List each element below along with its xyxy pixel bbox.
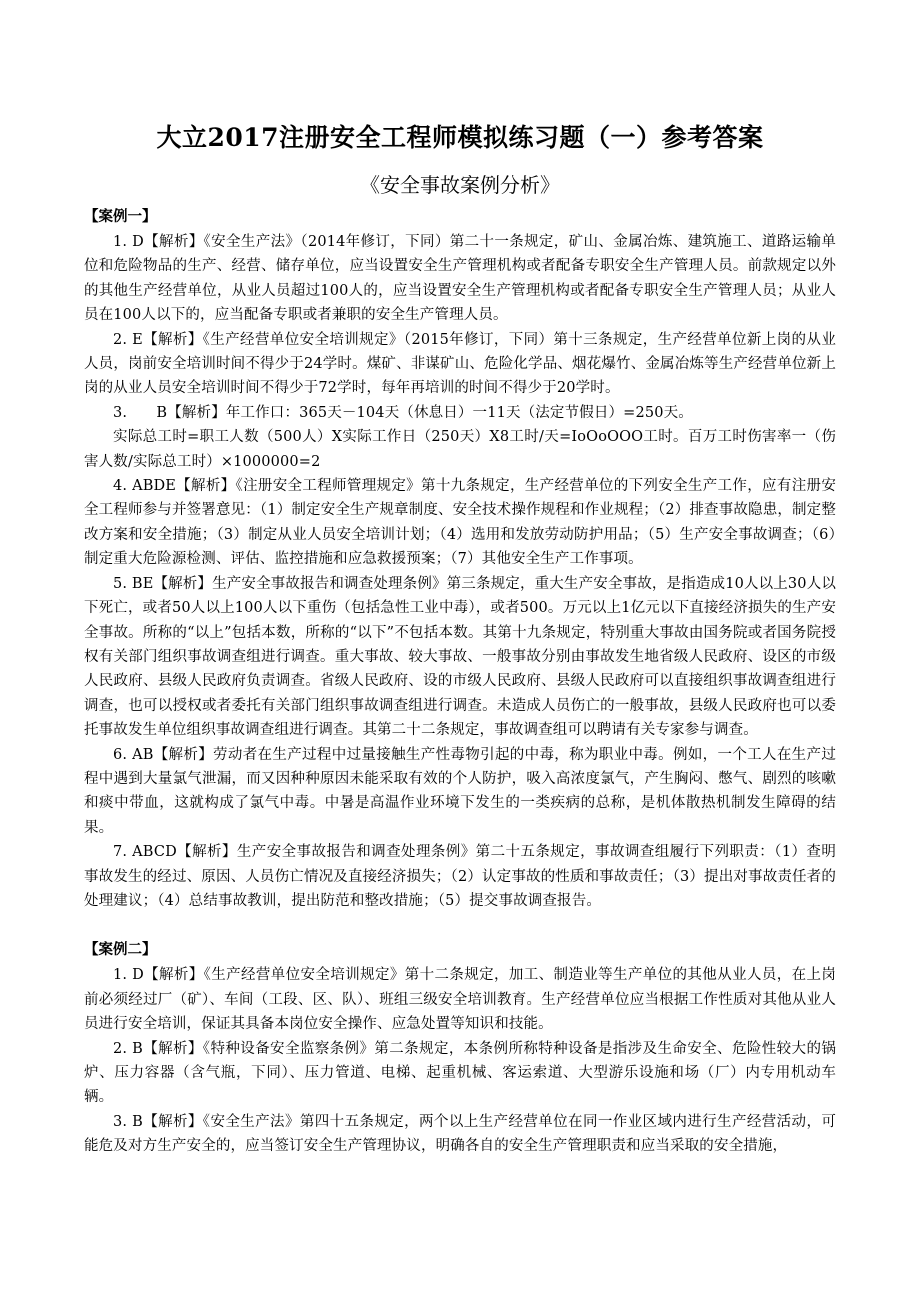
page-title: 大立2017注册安全工程师模拟练习题（一）参考答案 — [156, 123, 764, 152]
case-one-answer-4: 4. ABDE【解析】《注册安全工程师管理规定》第十九条规定，生产经营单位的下列安全生产工作，应有注册安全工程师参与并签署意见：（1）制定安全生产规章制度、安全技术操作规程和作业规程；（2）排查事故隐患，制定整改方案和安全措施；（3）制定从业人员安全培训计划；（4）选用和发放劳动防护用品；（5）生产安全事故调查；（6）制定重大危险源检测、评估、监控措施和应急救援预案；（7）其他安全生产工作事项。 — [84, 478, 836, 568]
case-one-section — [84, 206, 836, 913]
case-one-answer-3: 3. B【解析】年工作口：365天－104天（休息日）一11天（法定节假日）=250天。 — [113, 404, 693, 421]
case-two-answer-2: 2. B【解析】《特种设备安全监察条例》第二条规定，本条例所称特种设备是指涉及生命安全、危险性较大的锅炉、压力容器（含气瓶，下同）、压力管道、电梯、起重机械、客运索道、大型游乐设施和场（厂）内专用机动车辆。 — [84, 1040, 836, 1106]
case-two-heading: 【案例二】 — [84, 941, 157, 959]
case-two-answer-1: 1. D【解析】《生产经营单位安全培训规定》第十二条规定，加工、制造业等生产单位的其他从业人员，在上岗前必须经过厂（矿）、车间（工段、区、队）、班组三级安全培训教育。生产经营单位应当根据工作性质对其他从业人员进行安全培训，保证其具备本岗位安全操作、应急处置等知识和技能。 — [84, 967, 836, 1033]
page-subtitle: 《安全事故案例分析》 — [360, 173, 560, 197]
case-one-answer-5: 5. BE【解析】生产安全事故报告和调查处理条例》第三条规定，重大生产安全事故，是指造成10人以上30人以下死亡，或者50人以上100人以下重伤（包括急性工业中毒），或者500。万元以上1亿元以下直接经济损失的生产安全事故。所称的“以上”包括本数，所称的“以下”不包括本数。其第十九条规定，特别重大事故由国务院或者国务院授权有关部门组织事故调查组进行调查。重大事故、较大事故、一般事故分别由事故发生地省级人民政府、设区的市级人民政府、县级人民政府负责调查。省级人民政府、设的市级人民政府、县级人民政府可以直接组织事故调查组进行调查，也可以授权或者委托有关部门组织事故调查组进行调查。未造成人员伤亡的一般事故，县级人民政府也可以委托事故发生单位组织事故调查组进行调查。其第二十二条规定，事故调查组可以聘请有关专家参与调查。 — [84, 575, 836, 739]
case-one-answer-2: 2. E【解析】《生产经营单位安全培训规定》（2015年修订，下同）第十三条规定，生产经营单位新上岗的从业人员，岗前安全培训时间不得少于24学时。煤矿、非谋矿山、危险化学品、烟花爆竹、金属冶炼等生产经营单位新上岗的从业人员安全培训时间不得少于72学时，每年再培训的时间不得少于20学时。 — [84, 331, 836, 397]
case-two-answer-3: 3. B【解析】《安全生产法》第四十五条规定，两个以上生产经营单位在同一作业区域内进行生产经营活动，可能危及对方生产安全的，应当签订安全生产管理协议，明确各自的安全生产管理职责和应当采取的安全措施， — [84, 1113, 836, 1155]
case-one-answer-6: 6. AB【解析】劳动者在生产过程中过量接触生产性毒物引起的中毒，称为职业中毒。例如，一个工人在生产过程中遇到大量氯气泄漏，而又因种种原因未能采取有效的个人防护，吸入高浓度氯气，产生胸闷、憋气、剧烈的咳嗽和痰中带血，这就构成了氯气中毒。中暑是高温作业环境下发生的一类疾病的总称，是机体散热机制发生障碍的结果。 — [84, 746, 836, 836]
case-one-answer-7: 7. ABCD【解析】生产安全事故报告和调查处理条例》第二十五条规定，事故调查组履行下列职责：（1）查明事故发生的经过、原因、人员伤亡情况及直接经济损失；（2）认定事故的性质和事故责任；（3）提出对事故责任者的处理建议；（4）总结事故教训，提出防范和整改措施；（5）提交事故调查报告。 — [84, 844, 836, 909]
case-one-heading: 【案例一】 — [84, 208, 157, 225]
case-one-answer-3-calc: 实际总工时=职工人数（500人）X实际工作日（250天）X8工时/天=IoOoOOO工时。百万工时伤害率一（伤害人数/实际总工时）×1000000=2 — [84, 429, 836, 470]
section-spacer — [84, 913, 836, 935]
case-two-section — [84, 939, 836, 1158]
case-one-answer-1: 1. D【解析】《安全生产法》（2014年修订，下同）第二十一条规定，矿山、金属冶炼、建筑施工、道路运输单位和危险物品的生产、经营、储存单位，应当设置安全生产管理机构或者配备专职安全生产管理人员。前款规定以外的其他生产经营单位，从业人员超过100人的，应当设置安全生产管理机构或者配备专职安全生产管理人员；从业人员在100人以下的，应当配备专职或者兼职的安全生产管理人员。 — [84, 234, 836, 324]
